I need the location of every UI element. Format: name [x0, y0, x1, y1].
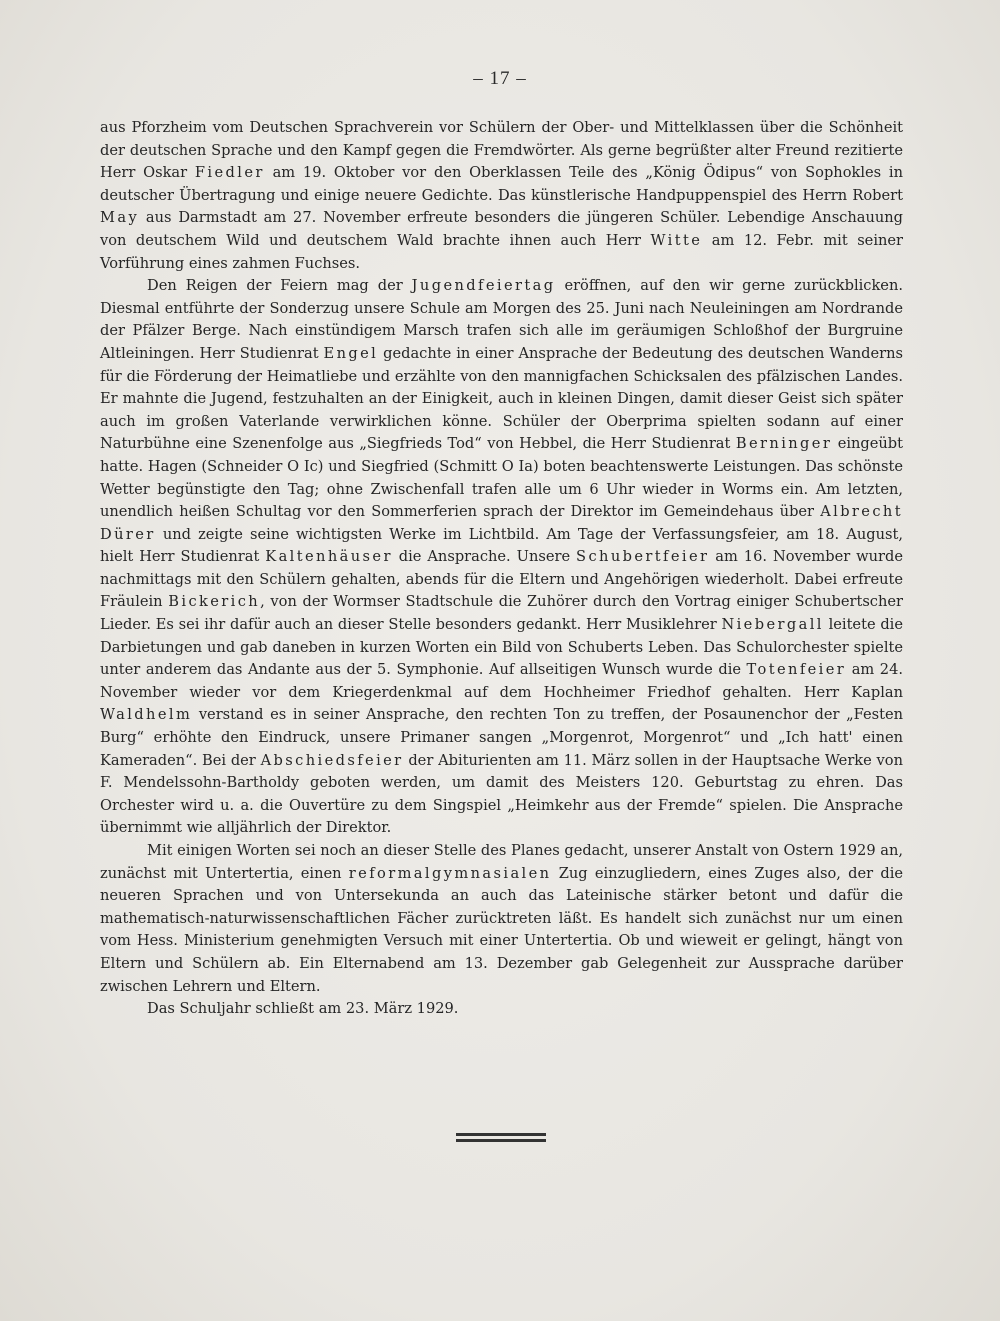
body-text	[100, 117, 903, 1021]
paragraph	[100, 998, 903, 1021]
spaced-name: Waldhelm	[100, 706, 193, 724]
text-run: leitete die Darbietungen und gab daneben in kurzen Worten ein Bild von Schuberts Leben. Das Schulorchester spielte unter anderem das Andante aus der 5. Symphonie. Auf allseitigen Wunsch wurde die	[100, 616, 903, 679]
text-run: am 16. November wurde nachmittags mit den Schülern gehalten, abends für die Eltern und Angehörigen wiederholt. Dabei erfreute Fräulein	[100, 548, 903, 611]
spaced-name: Bickerich	[168, 593, 261, 611]
page-number: – 17 –	[473, 68, 527, 89]
text-run: eingeübt hatte. Hagen (Schneider O Ic) und Siegfried (Schmitt O Ia) boten beachtenswerte Leistungen. Das schönste Wetter begünstigte den Tag; ohne Zwischenfall trafen alle um 6 Uhr wieder in Worms ein. Am letzten, unendlich heißen Schultag vor den Sommerferien sprach der Direktor im Gemeindehaus über	[100, 435, 903, 521]
text-run: Zug einzugliedern, eines Zuges also, der die neueren Sprachen und von Untersekunda an auch das Lateinische stärker betont und dafür die mathematisch-naturwissenschaftlichen Fächer zurücktreten läßt. Es handelt sich zunächst nur um einen vom Hess. Ministerium genehmigten Versuch mit einer Untertertia. Ob und wieweit er gelingt, hängt von Eltern und Schülern ab. Ein Elternabend am 13. Dezember gab Gelegenheit zur Aussprache darüber zwischen Lehrern und Eltern.	[100, 864, 903, 995]
spaced-name: Witte	[650, 231, 703, 249]
closing-double-rule	[456, 1133, 546, 1142]
text-run: der Abiturienten am 11. März sollen in der Hauptsache Werke von F. Mendelssohn-Bartholdy geboten werden, um damit des Meisters 120. Geburtstag zu ehren. Das Orchester wird u. a. die Ouvertüre zu dem Singspiel „Heimkehr aus der Fremde“ spielen. Die Ansprache übernimmt wie alljährlich der Direktor.	[100, 751, 903, 837]
text-run: und zeigte seine wichtigsten Werke im Lichtbild. Am Tage der Verfassungsfeier, am 18. August, hielt Herr Studienrat	[100, 525, 903, 566]
text-run: Den Reigen der Feiern mag der	[147, 277, 412, 295]
spaced-name: Fiedler	[194, 164, 265, 182]
spaced-name: Albrecht Dürer	[100, 503, 903, 543]
paragraph	[100, 275, 903, 840]
spaced-name: Jugendfeiertag	[411, 277, 556, 295]
text-run: am 19. Oktober vor den Oberklassen Teile des „König Ödipus“ von Sophokles in deutscher Übertragung und einige neuere Gedichte. Das künstlerische Handpuppenspiel des Herrn Robert	[100, 164, 903, 204]
spaced-name: Totenfeier	[746, 661, 847, 679]
text-run: Das Schuljahr schließt am 23. März 1929.	[147, 1000, 459, 1018]
text-run: eröffnen, auf den wir gerne zurückblicken. Diesmal entführte der Sonderzug unsere Schule am Morgen des 25. Juni nach Neuleiningen am Nordrande der Pfälzer Berge. Nach einstündigem Marsch trafen sich alle im geräumigen Schloßhof der Burgruine Altleiningen. Herr Studienrat	[100, 277, 903, 362]
text-run: Mit einigen Worten sei noch an dieser Stelle des Planes gedacht, unserer Anstalt von Ostern 1929 an, zunächst mit Untertertia, einen	[100, 842, 903, 882]
text-run: am 12. Febr. mit seiner Vorführung eines zahmen Fuchses.	[100, 231, 904, 272]
text-run: am 24. November wieder vor dem Kriegerdenkmal auf dem Hochheimer Friedhof gehalten. Herr Kaplan	[100, 661, 903, 701]
spaced-name: Berninger	[735, 435, 833, 453]
spaced-name: reformalgymnasialen	[348, 864, 552, 882]
spaced-name: May	[100, 209, 140, 227]
spaced-name: Schubertfeier	[576, 548, 710, 566]
spaced-name: Niebergall	[721, 616, 824, 634]
text-run: aus Darmstadt am 27. November erfreute besonders die jüngeren Schüler. Lebendige Anschauung von deutschem Wild und deutschem Wald brachte ihnen auch Herr	[100, 209, 903, 249]
spaced-name: Kaltenhäuser	[265, 548, 393, 566]
spaced-name: Abschiedsfeier	[260, 751, 404, 769]
spaced-name: Engel	[323, 344, 379, 362]
text-run: gedachte in einer Ansprache der Bedeutung des deutschen Wanderns für die Förderung der Heimatliebe und erzählte von den mannigfachen Schicksalen des pfälzischen Landes. Er mahnte die Jugend, festzuhalten an der Einigkeit, auch in kleinen Dingen, damit dieser Geist sich später auch im großen Vaterlande verwirklichen könne. Schüler der Oberprima spielten sodann auf einer Naturbühne eine Szenenfolge aus „Siegfrieds Tod“ von Hebbel, die Herr Studienrat	[100, 344, 903, 453]
text-run: die Ansprache. Unsere	[392, 548, 577, 566]
text-run: , von der Wormser Stadtschule die Zuhörer durch den Vortrag einiger Schubertscher Lieder. Es sei ihr dafür auch an dieser Stelle besonders gedankt. Herr Musiklehrer	[100, 593, 903, 634]
paragraph	[100, 117, 903, 275]
paragraph	[100, 840, 903, 998]
text-run: aus Pforzheim vom Deutschen Sprachverein vor Schülern der Ober- und Mittelklassen über die Schönheit der deutschen Sprache und den Kampf gegen die Fremdwörter. Als gerne begrüßter alter Freund rezitierte Herr Oskar	[100, 119, 903, 182]
text-run: verstand es in seiner Ansprache, den rechten Ton zu treffen, der Posaunenchor der „Festen Burg“ erhöhte den Eindruck, unsere Primaner sangen „Morgenrot, Morgenrot“ und „Ich hatt' einen Kameraden“. Bei der	[100, 706, 903, 769]
